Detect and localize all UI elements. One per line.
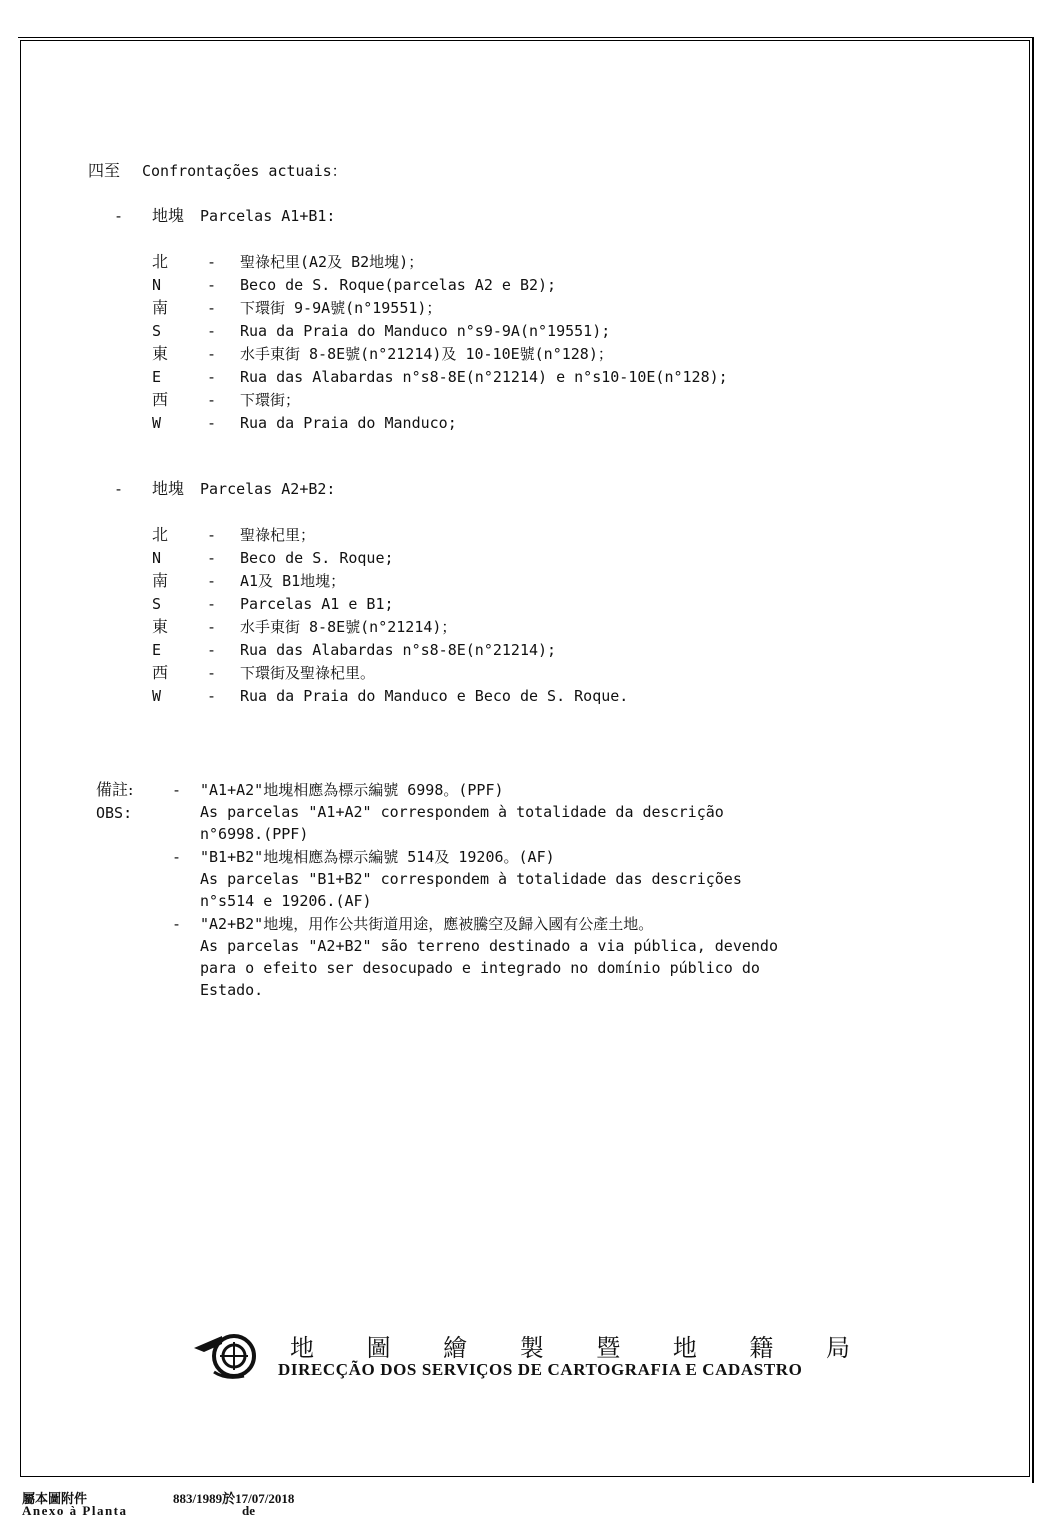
footer-ref: 883/1989於17/07/2018 [173,1491,295,1506]
section2-sep: - [207,572,217,590]
section1-sep: - [207,276,217,294]
frame-top-line [18,37,1032,38]
footer-label-zh: 屬本圖附件 [22,1491,88,1506]
section1-dir: S [152,322,162,340]
section1-dash: - [114,207,124,225]
section2-sep: - [207,641,217,659]
footer-label-pt: Anexo à Planta [22,1503,128,1518]
note-pt: As parcelas "B1+B2" correspondem à totalidade das descrições [200,870,742,888]
note-pt: As parcelas "A1+A2" correspondem à totalidade da descrição [200,803,724,821]
section1-text: Beco de S. Roque(parcelas A2 e B2); [240,276,557,294]
section1-title-pt: Parcelas A1+B1: [200,207,336,225]
section2-text: 聖祿杞里； [240,526,316,544]
section1-text: 下環街； [240,391,301,409]
org-name-zh [290,1328,850,1363]
section1-sep: - [207,368,217,386]
section2-sep: - [207,526,217,544]
note-dash: - [172,915,182,933]
note-zh: "A1+A2"地塊相應為標示編號 6998。(PPF) [200,781,504,799]
section1-title-zh: 地塊 [152,206,185,225]
section2-dir: 北 [152,525,169,544]
section2-dir: 西 [152,663,169,682]
note-pt: n°s514 e 19206.(AF) [200,892,372,910]
section2-title-zh: 地塊 [152,479,185,498]
section2-title-pt: Parcelas A2+B2: [200,480,336,498]
section1-sep: - [207,322,217,340]
section1-dir: 南 [152,298,169,317]
section1-sep: - [207,391,217,409]
section2-text: A1及 B1地塊； [240,572,346,590]
section1-text: Rua das Alabardas n°s8-8E(n°21214) e n°s10-10E(n°128); [240,368,728,386]
note-zh: "A2+B2"地塊，用作公共街道用途，應被騰空及歸入國有公產土地。 [200,915,654,933]
note-zh: "B1+B2"地塊相應為標示編號 514及 19206。(AF) [200,848,555,866]
section2-dir: E [152,641,162,659]
section1-dir: W [152,414,162,432]
section2-dir: 南 [152,571,169,590]
section1-sep: - [207,414,217,432]
section2-text: 水手東街 8-8E號(n°21214)； [240,618,457,636]
section2-dash: - [114,480,124,498]
org-char: 局 [825,1334,850,1362]
section2-sep: - [207,618,217,636]
heading-pt: Confrontações actuais： [142,162,347,180]
frame-right-line [1032,37,1034,1483]
section2-sep: - [207,549,217,567]
section1-text: Rua da Praia do Manduco n°s9-9A(n°19551); [240,322,611,340]
heading-zh: 四至 [88,161,121,180]
section2-sep: - [207,687,217,705]
section1-dir: 西 [152,390,169,409]
section2-dir: 東 [152,617,169,636]
org-name-pt: DIRECÇÃO DOS SERVIÇOS DE CARTOGRAFIA E CADASTRO [278,1360,803,1379]
org-char: 地 [672,1334,697,1362]
org-char: 地 [290,1334,314,1362]
org-char: 暨 [596,1334,621,1362]
section2-dir: N [152,549,162,567]
note-pt: para o efeito ser desocupado e integrado no domínio público do [200,959,760,977]
section1-text: Rua da Praia do Manduco; [240,414,457,432]
section1-text: 下環街 9-9A號(n°19551)； [240,299,442,317]
org-char: 籍 [749,1334,774,1362]
cadastro-logo-icon [192,1332,262,1380]
section2-text: Rua das Alabardas n°s8-8E(n°21214); [240,641,557,659]
section2-text: Rua da Praia do Manduco e Beco de S. Roque. [240,687,629,705]
note-dash: - [172,781,182,799]
section2-text: Parcelas A1 e B1; [240,595,394,613]
section1-sep: - [207,299,217,317]
note-pt: As parcelas "A2+B2" são terreno destinado a via pública, devendo [200,937,778,955]
section2-sep: - [207,664,217,682]
section1-sep: - [207,253,217,271]
section1-dir: E [152,368,162,386]
section1-text: 水手東街 8-8E號(n°21214)及 10-10E號(n°128)； [240,345,613,363]
org-char: 繪 [443,1334,468,1362]
org-char: 製 [519,1334,544,1362]
section2-dir: S [152,595,162,613]
note-dash: - [172,848,182,866]
section1-sep: - [207,345,217,363]
footer-de: de [242,1503,255,1518]
org-char: 圖 [366,1334,391,1362]
note-pt: n°6998.(PPF) [200,825,309,843]
section1-dir: 北 [152,252,169,271]
notes-label-pt: OBS: [96,804,133,822]
section1-text: 聖祿杞里(A2及 B2地塊)； [240,253,424,271]
note-pt: Estado. [200,981,264,999]
section2-text: 下環街及聖祿杞里。 [240,664,376,682]
section1-dir: N [152,276,162,294]
section2-sep: - [207,595,217,613]
section1-dir: 東 [152,344,169,363]
notes-label-zh: 備註: [96,780,134,799]
section2-dir: W [152,687,162,705]
section2-text: Beco de S. Roque; [240,549,394,567]
